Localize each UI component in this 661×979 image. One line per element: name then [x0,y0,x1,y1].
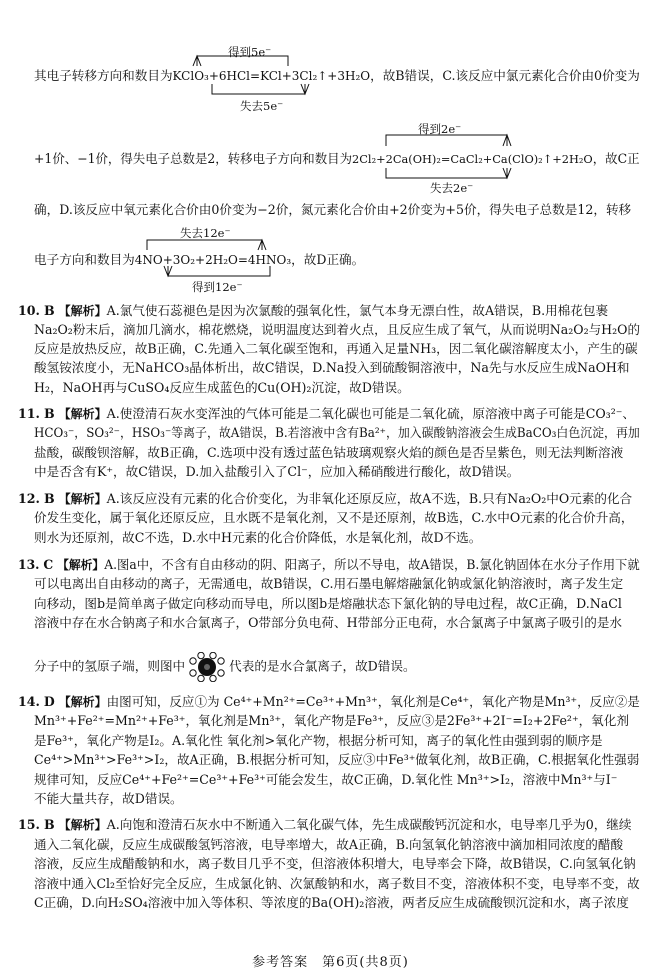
q12-answer: B [43,491,55,506]
q15-answer: B [43,817,55,832]
page-footer: 参考答案 第6页(共8页) [252,955,409,970]
eq2-equation: 2Cl₂+2Ca(OH)₂=CaCl₂+Ca(ClO)₂↑+2H₂O [352,152,593,166]
q10-line-2: Na₂O₂粉末后，滴加几滴水，棉花燃烧，说明温度达到着火点，且反应生成了氧气，从而说明Na₂O₂与H₂O的 [34,322,641,337]
eq1-equation: KClO₃+6HCl=KCl+3Cl₂↑+3H₂O [172,69,371,83]
q12-tag: 【解析】 [58,492,107,506]
q14-number: 14. [18,694,40,709]
q10-line-1 [18,303,608,319]
q14-line-2: Mn³⁺+Fe²⁺=Mn²⁺+Fe³⁺，氧化剂是Mn³⁺，氧化产物是Fe³⁺，反应③是2Fe³⁺+2I⁻=I₂+2Fe²⁺，氧化剂 [34,713,629,728]
q12-line-2: 价发生变化，属于氧化还原反应，且水既不是氧化剂，又不是还原剂，故B选，C.水中O元素的化合价升高， [34,510,634,525]
q15-tag: 【解析】 [58,818,107,832]
q10-number: 10. [18,303,40,318]
q14-line-1 [18,694,640,710]
q15-line-2: 通入二氧化碳，反应生成碳酸氢钙溶液，电导率增大，故A正确，B.向氢氧化钠溶液中滴加相同浓度的醋酸 [34,837,624,852]
q11-text-1: A.使澄清石灰水变浑浊的气体可能是二氧化碳也可能是二氧化硫，原溶液中离子可能是CO₃²⁻、 [106,406,635,421]
q14-answer: D [43,694,55,709]
eq3-line [34,252,364,268]
q11-answer: B [43,406,55,421]
q11-line-4: 中是否含有K⁺，故C错误，D.加入盐酸引入了Cl⁻，应加入稀硝酸进行酸化，故D错误。 [34,464,520,479]
eq3-equation: 4NO+3O₂+2H₂O=4HNO₃ [134,253,292,267]
eq1-prefix: 其电子转移方向和数目为 [34,68,173,83]
q13-line-1 [18,557,640,573]
q12-line-3: 则水为还原剂，故C不选，D.水中H元素的化合价降低，水是氧化剂，故D不选。 [34,530,482,545]
q11-line-1 [18,406,635,422]
q13-text-1: A.图a中，不含有自由移动的阴、阳离子，所以不导电，故A错误，B.氯化钠固体在水分子作用下就 [104,557,640,572]
q10-text-1: A.氯气使石蕊褪色是因为次氯酸的强氧化性，氯气本身无漂白性，故A错误，B.用棉花包裹 [106,303,609,318]
eq3-bottom-label: 得到12e⁻ [192,280,243,294]
eq2-bottom-label: 失去2e⁻ [430,181,474,195]
q15-text-1: A.向饱和澄清石灰水中不断通入二氧化碳气体，先生成碳酸钙沉淀和水，电导率几乎为0，继续 [106,817,632,832]
q10-line-4: 酸氢铵浓度小，无NaHCO₃晶体析出，故C错误，D.Na投入到硫酸铜溶液中，Na先与水反应生成NaOH和 [34,360,630,375]
eq2-top-label: 得到2e⁻ [418,122,462,136]
eq1-suffix: ，故B错误，C.该反应中氯元素化合价由0价变为 [370,68,640,83]
q13-tag: 【解析】 [57,558,105,572]
q14-line-3: 是Fe³⁺，氧化产物是I₂。A.氧化性 氧化剂>氧化产物，根据分析可知，离子的氧化性由强到弱的顺序是 [34,733,603,748]
q14-text-1: 由图可知，反应①为 Ce⁴⁺+Mn²⁺=Ce³⁺+Mn³⁺，氧化剂是Ce⁴⁺，氧化产物是Mn³⁺，反应②是 [106,694,640,709]
intro-line-3: 确，D.该反应中氧元素化合价由0价变为−2价，氮元素化合价由+2价变为+5价，得失电子总数是12，转移 [34,202,632,217]
q11-tag: 【解析】 [58,407,107,421]
q13-last-prefix: 分子中的氢原子端，则图中 [34,658,186,674]
q13-number: 13. [18,557,40,572]
q11-line-3: 盐酸，碳酸钡溶解，故B正确，C.选项中没有透过蓝色钴玻璃观察火焰的颜色是否呈紫色，则无法判断溶液 [34,445,624,460]
q14-line-6: 不能大量共存，故D错误。 [34,791,183,806]
q15-line-5: C正确，D.向H₂SO₄溶液中加入等体积、等浓度的Ba(OH)₂溶液，两者反应生成硫酸钡沉淀和水，离子浓度 [34,895,629,910]
q13-line-4: 溶液中存在水合钠离子和水合氯离子，O带部分负电荷、H带部分正电荷，水合氯离子中氯离子吸引的是水 [34,615,623,630]
eq3-suffix: ，故D正确。 [291,252,365,267]
q12-number: 12. [18,491,40,506]
eq3-prefix: 电子方向和数目为 [34,252,135,267]
q13-line-5 [34,652,416,682]
q14-line-4: Ce⁴⁺>Mn³⁺>Fe³⁺>I₂，故A正确，B.根据分析可知，反应③中Fe³⁺做氧化剂，故B正确，C.根据氧化性强弱 [34,752,640,767]
q13-last-suffix: 代表的是水合氯离子，故D错误。 [229,658,416,674]
q14-tag: 【解析】 [58,695,107,709]
q14-line-5: 规律可知，反应Ce⁴⁺+Fe²⁺=Ce³⁺+Fe³⁺可能会发生，故C正确，D.氧化性 Mn³⁺>I₂，溶液中Mn³⁺与I⁻ [34,772,618,787]
q15-number: 15. [18,817,40,832]
q11-line-2: HCO₃⁻，SO₃²⁻，HSO₃⁻等离子，故A错误，B.若溶液中含有Ba²⁺，加入碳酸钠溶液会生成BaCO₃白色沉淀，再加 [34,425,640,440]
hydrated-chloride-ion-icon [185,652,229,682]
q12-text-1: A.该反应没有元素的化合价变化，为非氧化还原反应，故A不选，B.只有Na₂O₂中O元素的化合 [106,491,633,506]
q13-line-2: 可以电离出自由移动的离子，无需通电，故B错误，C.用石墨电解熔融氯化钠或氯化钠溶液时，离子发生定 [34,576,624,591]
eq1-bottom-label: 失去5e⁻ [240,99,284,113]
q15-line-4: 溶液中通入Cl₂至恰好完全反应，生成氯化钠、次氯酸钠和水，离子数目不变，溶液体积不变，电导率不变，故 [34,876,640,891]
q13-answer: C [43,557,54,572]
eq2-prefix: +1价、−1价，得失电子总数是2，转移电子方向和数目为 [34,151,353,166]
q12-line-1 [18,491,632,507]
eq2-suffix: ，故C正 [592,151,640,166]
q10-answer: B [43,303,55,318]
eq1-top-label: 得到5e⁻ [228,45,272,59]
q10-tag: 【解析】 [58,304,107,318]
eq3-top-label: 失去12e⁻ [180,226,231,240]
q13-line-3: 向移动，图b是简单离子做定向移动而导电，所以图b是熔融状态下氯化钠的导电过程，故C正确，D.NaCl [34,596,622,611]
q10-line-5: H₂，NaOH再与CuSO₄反应生成蓝色的Cu(OH)₂沉淀，故D错误。 [34,380,410,395]
q11-number: 11. [18,406,40,421]
q15-line-1 [18,817,632,833]
q15-line-3: 溶液，反应生成醋酸钠和水，离子数目几乎不变，但溶液体积增大，电导率会下降，故B错误，C.向氢氧化钠 [34,856,636,871]
q10-line-3: 反应是放热反应，故B正确，C.先通入二氧化碳至饱和，再通入足量NH₃，因二氧化碳溶解度太小，产生的碳 [34,341,638,356]
